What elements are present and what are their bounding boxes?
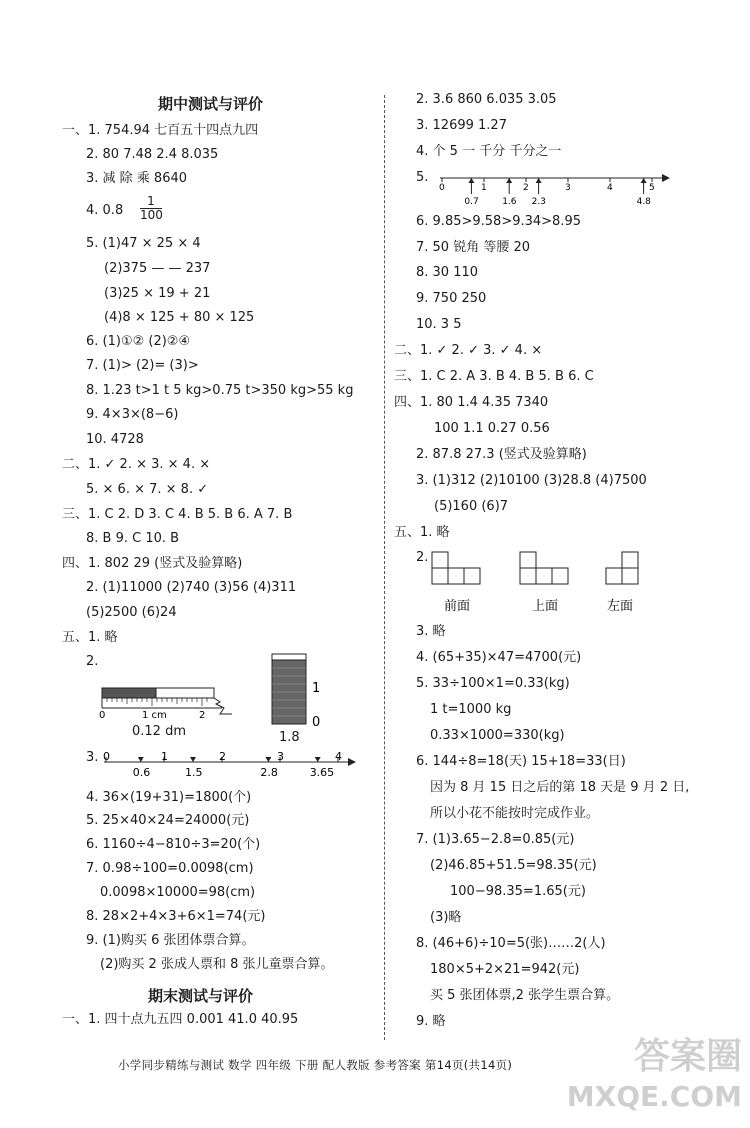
bar-label-zero: 0 — [312, 715, 321, 728]
right-line: (5)160 (6)7 — [434, 499, 509, 514]
left-line: 5. (1)47 × 25 × 4 — [86, 236, 201, 251]
left-line: 6. (1)①② (2)②④ — [86, 334, 191, 349]
page-footer: 小学同步精练与测试 数学 四年级 下册 配人教版 参考答案 第14页(共14页) — [118, 1058, 513, 1072]
left-line: 一、1. 754.94 七百五十四点九四 — [62, 123, 259, 138]
view-label-front: 前面 — [444, 599, 471, 614]
number-line-2-mark — [502, 178, 517, 207]
number-line-1-tick-label: 1 — [161, 750, 168, 763]
right-line: 所以小花不能按时完成作业。 — [430, 806, 600, 821]
right-line: 9. 750 250 — [416, 291, 487, 306]
right-line: (2)46.85+51.5=98.35(元) — [430, 858, 597, 873]
left-line: 二、1. ✓ 2. × 3. × 4. × — [62, 457, 211, 472]
right-line: 4. (65+35)×47=4700(元) — [416, 650, 582, 665]
fraction — [140, 195, 162, 222]
number-line-2-mark-label: 0.7 — [464, 197, 479, 207]
number-line-2-tick-label: 4 — [607, 183, 613, 193]
fraction-denominator: 100 — [140, 208, 163, 222]
left-line: 3. — [86, 750, 99, 765]
number-line-2-mark — [464, 178, 478, 207]
number-line-1-mark-label: 3.65 — [309, 766, 335, 779]
view-label-left: 左面 — [607, 599, 634, 614]
number-line-2-mark — [532, 178, 546, 207]
left-line: 三、1. C 2. D 3. C 4. B 5. B 6. A 7. B — [62, 507, 293, 522]
number-line-1-tick-label: 3 — [277, 750, 284, 763]
number-line-2-tick-label: 5 — [649, 183, 655, 193]
view-label-top: 上面 — [532, 599, 559, 614]
right-line: 2. 3.6 860 6.035 3.05 — [416, 92, 557, 107]
left-line: 8. 1.23 t>1 t 5 kg>0.75 t>350 kg>55 kg — [86, 383, 354, 398]
left-line: 5. 25×40×24=24000(元) — [86, 813, 250, 828]
ruler-diagram — [96, 684, 242, 722]
left-line: 2. (1)11000 (2)740 (3)56 (4)311 — [86, 580, 297, 595]
front-view — [432, 552, 480, 584]
right-line: 100−98.35=1.65(元) — [450, 884, 586, 899]
right-line: 3. 略 — [416, 624, 446, 639]
left-line: 2. 80 7.48 2.4 8.035 — [86, 147, 219, 162]
right-line: 180×5+2×21=942(元) — [430, 962, 580, 977]
number-line-1-tick-label: 2 — [219, 750, 226, 763]
left-line: 4. 0.8 — [86, 203, 124, 218]
right-line: 7. 50 锐角 等腰 20 — [416, 240, 531, 255]
number-line-1-mark-label: 0.6 — [132, 766, 151, 779]
left-line: 1.8 — [279, 730, 300, 745]
left-line: (2)375 — — 237 — [104, 261, 211, 276]
top-view — [520, 552, 568, 584]
final-title: 期末测试与评价 — [148, 987, 254, 1005]
left-line: 3. 减 除 乘 8640 — [86, 171, 188, 186]
number-line-1-mark — [185, 757, 203, 779]
bar-unshaded-part — [272, 654, 306, 660]
right-line: 四、1. 80 1.4 4.35 7340 — [394, 395, 549, 410]
number-line-1-tick-labels — [103, 750, 342, 763]
left-line: 8. 28×2+4×3+6×1=74(元) — [86, 909, 266, 924]
number-line-1-mark — [133, 757, 151, 779]
right-line: 三、1. C 2. A 3. B 4. B 5. B 6. C — [394, 369, 594, 384]
right-line: 因为 8 月 15 日之后的第 18 天是 9 月 2 日, — [430, 780, 690, 795]
right-line: 8. 30 110 — [416, 265, 479, 280]
number-line-1-tick-label: 4 — [335, 750, 342, 763]
left-line: 五、1. 略 — [62, 630, 118, 645]
number-line-2-mark-label: 1.6 — [502, 197, 517, 207]
right-line: 买 5 张团体票,2 张学生票合算。 — [430, 988, 620, 1003]
left-line: 9. (1)购买 6 张团体票合算。 — [86, 933, 255, 948]
number-line-2-marks — [464, 178, 651, 207]
number-line-2-tick-label: 1 — [481, 183, 487, 193]
right-line: 五、1. 略 — [394, 525, 450, 540]
number-line-2-tick-label: 0 — [439, 183, 445, 193]
vertical-bar-diagram — [268, 652, 328, 728]
left-line: 8. B 9. C 10. B — [86, 531, 180, 546]
number-line-2-tick-label: 3 — [565, 183, 571, 193]
right-line: 9. 略 — [416, 1014, 446, 1029]
right-line: (3)略 — [430, 910, 462, 925]
number-line-1-tick-label: 0 — [103, 750, 110, 763]
left-line: (5)2500 (6)24 — [86, 605, 177, 620]
ruler-shaded-part — [102, 688, 156, 698]
right-line: 10. 3 5 — [416, 317, 462, 332]
number-line-2-mark-label: 2.3 — [531, 197, 546, 207]
left-line: 5. × 6. × 7. × 8. ✓ — [86, 482, 209, 497]
left-line: (4)8 × 125 + 80 × 125 — [104, 310, 255, 325]
fraction-numerator: 1 — [147, 194, 155, 208]
right-line: 7. (1)3.65−2.8=0.85(元) — [416, 832, 575, 847]
right-line: 3. 12699 1.27 — [416, 118, 507, 133]
right-line: 0.33×1000=330(kg) — [430, 728, 565, 743]
right-line: 1 t=1000 kg — [430, 702, 512, 717]
right-line: 3. (1)312 (2)10100 (3)28.8 (4)7500 — [416, 473, 647, 488]
left-line: 7. 0.98÷100=0.0098(cm) — [86, 861, 254, 876]
left-view — [606, 552, 638, 584]
left-line: 7. (1)> (2)= (3)> — [86, 358, 199, 373]
number-line-1-mark — [260, 757, 278, 779]
right-line: 100 1.1 0.27 0.56 — [434, 421, 550, 436]
number-line-1-mark-label: 1.5 — [185, 766, 203, 779]
number-line-1-mark — [310, 757, 335, 779]
left-line: 10. 4728 — [86, 432, 144, 447]
number-line-1-mark-label: 2.8 — [260, 766, 278, 779]
left-line: 一、1. 四十点九五四 0.001 41.0 40.95 — [62, 1012, 299, 1027]
ruler-label-cm: 1 cm — [142, 710, 167, 721]
left-line: 0.0098×10000=98(cm) — [100, 885, 256, 900]
number-line-2-tick-label: 2 — [523, 183, 529, 193]
number-line-2-ticks — [442, 178, 652, 182]
right-line: 2. — [416, 550, 429, 565]
watermark-bottom: MXQE.COM — [566, 1080, 742, 1113]
ruler-label-two: 2 — [199, 710, 206, 721]
number-line-2-mark-label: 4.8 — [636, 197, 651, 207]
column-divider — [384, 95, 385, 1040]
midterm-title: 期中测试与评价 — [158, 95, 264, 113]
left-line: 4. 36×(19+31)=1800(个) — [86, 790, 252, 805]
right-line: 6. 144÷8=18(天) 15+18=33(日) — [416, 754, 626, 769]
right-line: 5. — [416, 170, 429, 185]
number-line-1 — [98, 748, 360, 782]
ruler-label-zero: 0 — [99, 710, 106, 721]
three-views-diagram — [428, 548, 648, 616]
left-line: (2)购买 2 张成人票和 8 张儿童票合算。 — [100, 957, 334, 972]
watermark-top: 答案圈 — [633, 1036, 742, 1077]
number-line-2 — [432, 168, 676, 208]
right-line: 6. 9.85>9.58>9.34>8.95 — [416, 214, 581, 229]
right-line: 5. 33÷100×1=0.33(kg) — [416, 676, 570, 691]
left-line: 9. 4×3×(8−6) — [86, 407, 179, 422]
right-line: 8. (46+6)÷10=5(张)……2(人) — [416, 936, 606, 951]
left-line: (3)25 × 19 + 21 — [104, 286, 211, 301]
left-line: 四、1. 802 29 (竖式及验算略) — [62, 556, 243, 571]
bar-label-one: 1 — [312, 681, 321, 696]
left-line: 6. 1160÷4−810÷3=20(个) — [86, 837, 261, 852]
right-line: 2. 87.8 27.3 (竖式及验算略) — [416, 447, 587, 462]
left-line: 0.12 dm — [132, 724, 186, 739]
right-line: 4. 个 5 一 千分 千分之一 — [416, 144, 562, 159]
right-line: 二、1. ✓ 2. ✓ 3. ✓ 4. × — [394, 343, 543, 358]
left-line: 2. — [86, 654, 99, 669]
